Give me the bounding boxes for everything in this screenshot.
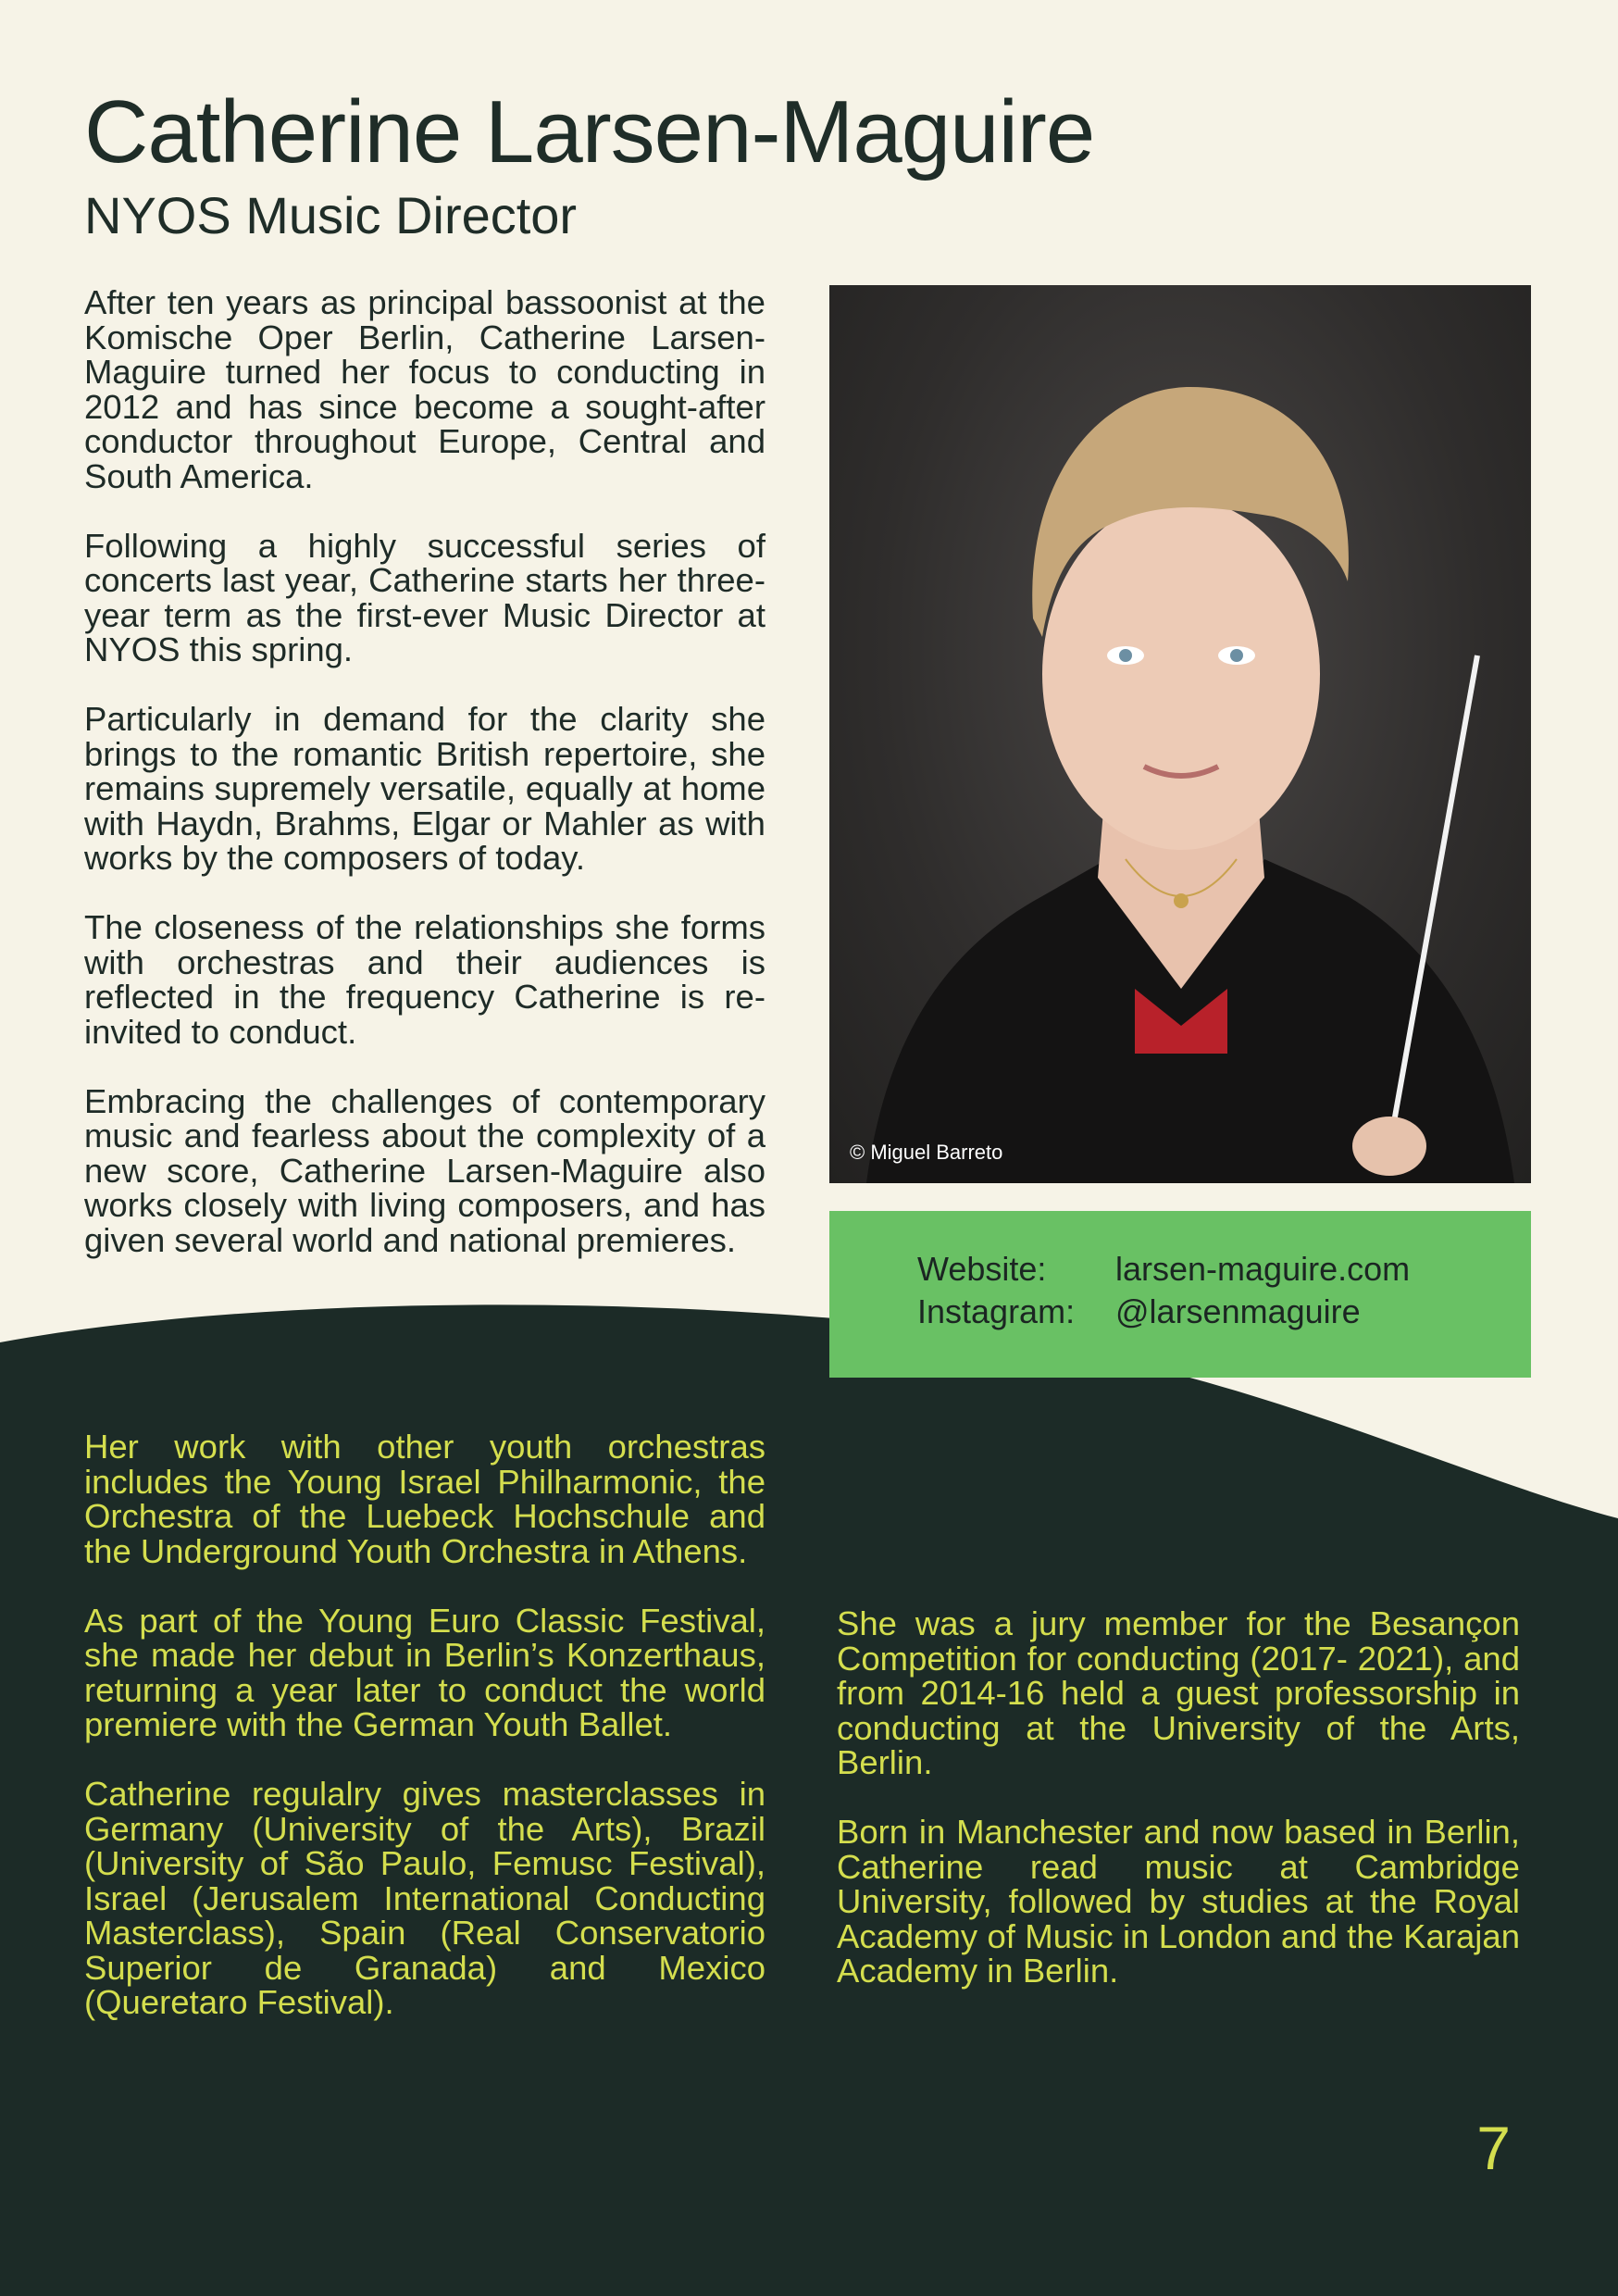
lower-left-paragraph: Catherine regulalry gives masterclasses in Germany (University of the Arts), Brazil (University of São Paulo, Femusc Festival), Israel (Jerusalem International Conducting Masterclass), Spain (Real Conservatorio Superior de Granada) and Mexico (Queretaro Festival). — [84, 1775, 765, 2021]
portrait-photo — [829, 285, 1531, 1183]
portrait-illustration — [829, 285, 1531, 1183]
lower-right-paragraph: Born in Manchester and now based in Berlin, Catherine read music at Cambridge University, followed by studies at the Royal Academy of Music in London and the Karajan Academy in Berlin. — [837, 1813, 1520, 1990]
page-number: 7 — [1476, 2114, 1511, 2182]
intro-paragraph: Particularly in demand for the clarity she brings to the romantic British repertoire, she remains supremely versatile, equally at home with Haydn, Brahms, Elgar or Mahler as with works by the composers of today. — [84, 700, 765, 877]
intro-paragraph: Embracing the challenges of contemporary music and fearless about the complexity of a new score, Catherine Larsen-Maguire also works closely with living composers, and has given several world and national premieres. — [84, 1081, 765, 1259]
intro-paragraph: The closeness of the relationships she forms with orchestras and their audiences is reflected in the frequency Catherine is re-invited to conduct. — [84, 908, 765, 1051]
lower-left-paragraph: As part of the Young Euro Classic Festival, she made her debut in Berlin’s Konzerthaus, returning a year later to conduct the world premiere with the German Youth Ballet. — [84, 1601, 765, 1743]
intro-paragraph: After ten years as principal bassoonist at the Komische Oper Berlin, Catherine Larsen-Maguire turned her focus to conducting in 2012 and has since become a sought-after conductor throughout Europe, Central and South America. — [84, 283, 765, 495]
photo-credit: © Miguel Barreto — [850, 1141, 1003, 1164]
intro-text — [84, 285, 765, 1292]
website-label: Website: — [917, 1250, 1047, 1288]
instagram-label: Instagram: — [917, 1292, 1076, 1330]
lower-left-paragraph: Her work with other youth orchestras includes the Young Israel Philharmonic, the Orchestra of the Luebeck Hochschule and the Underground Youth Orchestra in Athens. — [84, 1428, 765, 1570]
page-title: Catherine Larsen-Maguire — [84, 82, 1095, 181]
website-link[interactable]: larsen-maguire.com — [1115, 1250, 1411, 1288]
page-subtitle: NYOS Music Director — [84, 186, 578, 244]
lower-left-text — [84, 1429, 765, 2054]
intro-paragraph: Following a highly successful series of concerts last year, Catherine starts her three-year term as the first-ever Music Director at NYOS this spring. — [84, 526, 765, 668]
instagram-link[interactable]: @larsenmaguire — [1115, 1292, 1361, 1330]
lower-right-paragraph: She was a jury member for the Besançon Competition for conducting (2017- 2021), and from 2014-16 held a guest professorship in conducting at the University of the Arts, Berlin. — [837, 1604, 1520, 1781]
lower-right-text — [837, 1606, 1520, 2023]
contact-box — [829, 1211, 1531, 1378]
